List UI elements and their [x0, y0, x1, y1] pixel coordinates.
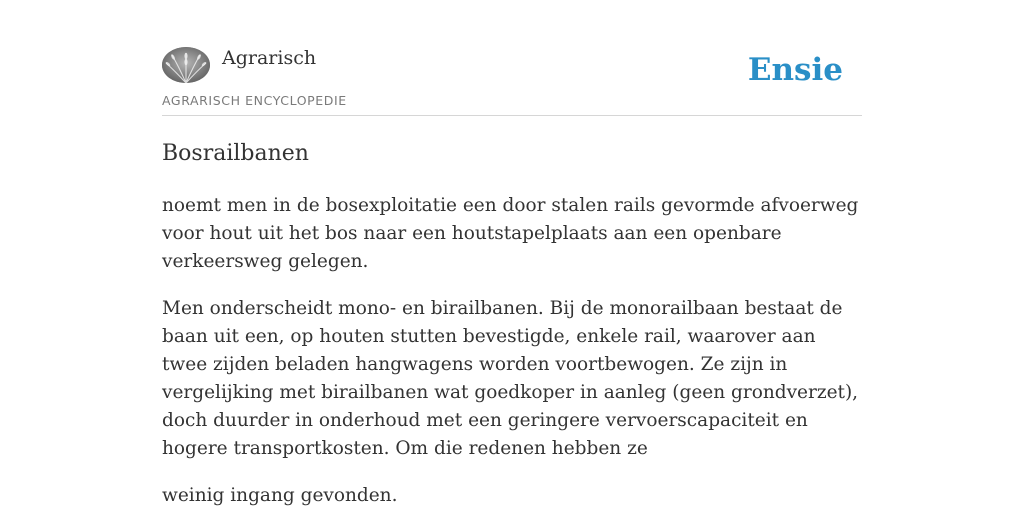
article-title: Bosrailbanen	[162, 141, 309, 166]
source-subtitle: AGRARISCH ENCYCLOPEDIE	[162, 93, 347, 108]
wheat-icon	[162, 47, 210, 83]
header	[162, 0, 862, 116]
paragraph: weinig ingang gevonden.	[162, 485, 398, 506]
brand-logo[interactable]: Ensie	[747, 52, 843, 88]
paragraph: Men onderscheidt mono- en birailbanen. Bij de monorailbaan bestaat de baan uit een, op houten stutten bevestigde, enkele rail, waarover aan twee zijden beladen hangwagens worden voortbewogen. Ze zijn in vergelijking met birailbanen wat goedkoper in aanleg (geen grondverzet), doch duurder in onderhoud met een geringere vervoerscapaciteit en hogere transportkosten. Om die redenen hebben ze	[162, 298, 859, 459]
paragraph: noemt men in de bosexploitatie een door stalen rails gevormde afvoerweg voor hout uit het bos naar een houtstapelplaats aan een openbare verkeersweg gelegen.	[162, 195, 859, 272]
content-container	[162, 0, 862, 506]
source-name[interactable]: Agrarisch	[222, 47, 317, 69]
source-avatar[interactable]	[162, 47, 210, 83]
article-body	[162, 192, 862, 512]
